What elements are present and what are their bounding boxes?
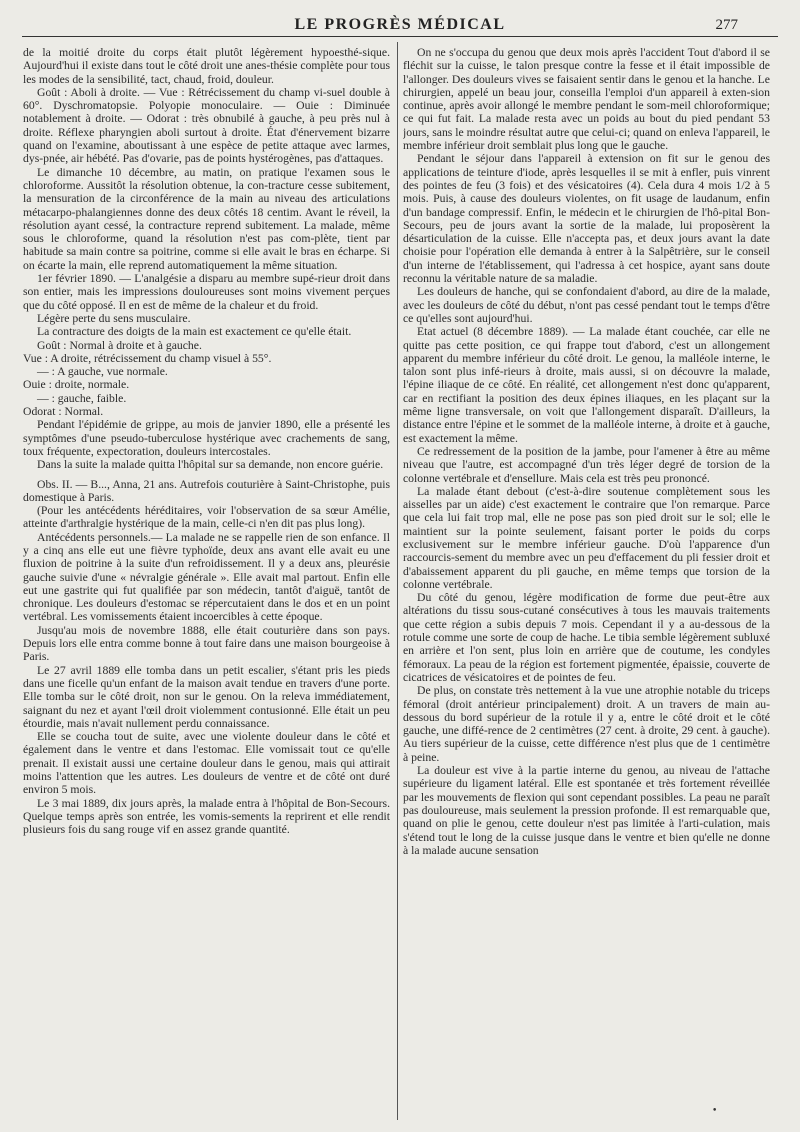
paragraph: Le 3 mai 1889, dix jours après, la malade entra à l'hôpital de Bon-Secours. Quelque temps après son entrée, les vomis-sements la reprirent et elle rendit plusieurs fois du sang rouge vif en assez grande quantité. [23, 796, 390, 837]
paragraph: Odorat : Normal. [23, 405, 104, 419]
paragraph: Pendant l'épidémie de grippe, au mois de janvier 1890, elle a présenté les symptômes d'une pseudo-tuberculose hystérique avec crachements de sang, toux fréquente, expectoration, douleurs intercostales. [23, 418, 390, 458]
paragraph: Le dimanche 10 décembre, au matin, on pratique l'examen sous le chloroforme. Aussitôt la résolution obtenue, la con-tracture cesse subitement, la mensuration de la circonférence de la main au niveau des articulations métacarpo-phalangiennes donne des deux côtés 18 centim. Avant le réveil, la résolution ayant cessé, la contracture reprend subitement. La malade, même sous le chloroforme, quand la résolution n'est pas com-plète, tient par habitude sa main contre sa poitrine, comme si elle avait le bras en écharpe. Si on écarte la main, elle reprend automatiquement la même situation. [23, 165, 390, 272]
paragraph: Les douleurs de hanche, qui se confondaient d'abord, au dire de la malade, avec les douleurs de côté du début, n'ont pas cessé pendant tout le temps d'être ce qu'elles sont aujourd'hui. [403, 285, 770, 325]
paragraph: Du côté du genou, légère modification de forme due peut-être aux altérations du tissu sous-cutané consécutives à tous les mauvais traitements que cette région a subis depuis 7 mois. Cependant il y a au-dessous de la rotule comme une sorte de coup de hache. Le tibia semble légèrement subluxé en arrière et l'on sent, plus loin en arrière que de coutume, les condyles fémoraux. La peau de la région est fortement pigmentée, épaissie, couverte de cicatrices de vésicatoires et de pointes de feu. [403, 591, 770, 684]
paragraph: On ne s'occupa du genou que deux mois après l'accident Tout d'abord il se fléchit sur la cuisse, le talon presque contre la fesse et il était impossible de l'allonger. Des douleurs vives se faisaient sentir dans le genou et la hanche. Le chirurgien, appelé un beau jour, conseilla l'emploi d'un appareil à exten-sion continue, après avoir allongé le membre pendant le som-meil chloroformique; ce qui fut fait. La malade resta avec un poids au bout du pied pendant 53 jours, sans le moindre résultat autre que celui-ci; quand on enleva l'appareil, le membre inférieur droit semblait plus long que le gauche. [403, 46, 770, 153]
paragraph: Dans la suite la malade quitta l'hôpital sur sa demande, non encore guérie. [37, 458, 384, 472]
paragraph: Ce redressement de la position de la jambe, pour l'amener à être au même niveau que l'autre, est accompagné d'un très léger degré de torsion de la colonne vertébrale et d'ensellure. Mais cela est très peu prononcé. [403, 444, 770, 485]
paragraph: Jusqu'au mois de novembre 1888, elle était couturière dans son pays. Depuis lors elle entra comme bonne à tout faire dans une maison bourgeoise à Paris. [23, 623, 390, 664]
paragraph: — : gauche, faible. [37, 391, 127, 405]
column-divider [397, 42, 398, 1120]
paragraph: Etat actuel (8 décembre 1889). — La malade étant couchée, car elle ne quitte pas cette position, ce qui frappe tout d'abord, c'est un allongement apparent du membre inférieur du côté droit. Le genou, la malléole interne, le talon sont plus infé-rieurs à droite, mais aussi, si on découvre la malade, l'épine iliaque de ce côté. En réalité, cet allongement n'est donc qu'apparent, car en rectifiant la position des deux épines iliaques, en les plaçant sur la même ligne transversale, on voit que l'allongement disparaît. D'ailleurs, la distance entre l'épine et le sommet de la malléole interne, à droite et à gauche, est exactement la même. [403, 325, 770, 445]
paragraph: Antécédents personnels.— La malade ne se rappelle rien de son enfance. Il y a cinq ans elle eut une fièvre typhoïde, deux ans avant elle avait eu une fluxion de poitrine à la suite d'un refroidissement. Il y a deux ans, pleurésie gauche suivie d'une « névralgie générale ». Elle avait mal partout. Enfin elle eut une gastrite qui fut qualifiée par son médecin, tantôt d'aiguë, tantôt de chronique. Les douleurs d'estomac se répercutaient dans le dos et en un point vertébral. Les vomissements étaient incoercibles à cette époque. [23, 530, 390, 624]
paragraph: (Pour les antécédents héréditaires, voir l'observation de sa sœur Amélie, atteinte d'arthralgie hystérique de la main, celle-ci n'en dit pas plus long). [23, 504, 390, 531]
paragraph: 1er février 1890. — L'analgésie a disparu au membre supé-rieur droit dans son entier, mais les impressions douloureuses sont moins vivement perçues que du côté opposé. Il en est de même de la chaleur et du froid. [23, 272, 390, 312]
paragraph: Ouie : droite, normale. [23, 378, 130, 392]
paragraph: La contracture des doigts de la main est exactement ce qu'elle était. [37, 325, 352, 339]
paragraph: La douleur est vive à la partie interne du genou, au niveau de l'attache supérieure du ligament latéral. Elle est spontanée et très fortement réveillée par les mouvements de flexion qui sont cependant possibles. La peau ne paraît pas douloureuse, mais seulement la pression profonde. Il est remarquable que, quand on plie le genou, cette douleur n'est pas limitée à l'arti-culation, mais s'étend tout le long de la cuisse jusque dans le ventre et bien qu'elle ne donne à la malade aucune sensation [403, 764, 770, 857]
paragraph: La malade étant debout (c'est-à-dire soutenue complètement sous les aisselles par un aide) c'est exactement le contraire que l'on remarque. Parce que cela lui fait trop mal, elle ne pose pas son pied droit sur le sol; elle le maintient sur la pointe seulement, faisant porter le poids du corps exclusivement sur le membre inférieur gauche. D'où l'apparence d'un raccourcis-sement du membre avec un peu d'effacement du pli fessier droit et d'abaissement apparent du pli gauche, en même temps que torsion de la colonne vertébrale. [403, 484, 770, 591]
left-column [23, 46, 390, 1120]
paragraph: — : A gauche, vue normale. [37, 365, 168, 379]
paragraph: Vue : A droite, rétrécissement du champ visuel à 55°. [23, 351, 272, 365]
paragraph: Goût : Aboli à droite. — Vue : Rétrécissement du champ vi-suel double à 60°. Dyschromatopsie. Polyopie monoculaire. — Ouie : Diminuée notablement à droite. — Odorat : très obnubilé à gauche, à peu près nul à droite. Réflexe pharyngien aboli surtout à droite. État d'énervement bizarre quand on l'examine, aboutissant à une espèce de petite attaque avec larmes, dys-pnée, air hébété. Pas d'ovarie, pas de points hystérogènes, pas d'attaques. [23, 85, 390, 166]
paragraph: Légère perte du sens musculaire. [37, 311, 191, 325]
observation-heading: Obs. II. — B..., Anna, 21 ans. Autrefois couturière à Saint-Christophe, puis domestique à Paris. [23, 477, 390, 504]
page-number: 277 [715, 17, 738, 33]
right-column [403, 46, 770, 1120]
paragraph: Goût : Normal à droite et à gauche. [37, 338, 202, 352]
footnote-mark: • [712, 1106, 718, 1116]
paragraph: Elle se coucha tout de suite, avec une violente douleur dans le côté et également dans le ventre et dans l'estomac. Elle vomissait tout ce qu'elle prenait. Il existait aussi une certaine douleur dans le genou, mais qui attirait moins l'attention que les autres. Les douleurs de ventre et de côté ont duré environ 5 mois. [23, 730, 390, 797]
paragraph: De plus, on constate très nettement à la vue une atrophie notable du triceps fémoral (droit antérieur principalement) droit. A un travers de main au-dessous du bord supérieur de la rotule il y a, entre le côté droit et le côté gauche, une diffé-rence de 2 centimètres (27 cent. à droite, 29 cent. à gauche). Au tiers supérieur de la cuisse, cette différence n'est plus que de 1 centimètre à peine. [403, 684, 770, 764]
paragraph: Pendant le séjour dans l'appareil à extension on fit sur le genou des applications de teinture d'iode, après lesquelles il se mit à enfler, puis vinrent des pointes de feu (3 fois) et des vésicatoires (4). Cela dura 4 mois 1/2 à 5 mois. Puis, à cause des douleurs violentes, on fit usage de laudanum, enfin d'un bandage compressif. Enfin, le médecin et le chirurgien de l'hô-pital Bon-Secours, peu de jours avant la sortie de la malade, lui proposèrent la désarticulation de la cuisse. Elle n'accepta pas, et deux jours avant la date choisie pour l'opération elle demanda à entrer à la Salpêtrière, sur le conseil d'un interne de l'établissement, qui l'adressa à cet hospice, ayant sans doute reconnu la véritable nature de sa maladie. [403, 152, 770, 286]
running-header [22, 16, 778, 37]
paragraph: de la moitié droite du corps était plutôt légèrement hypoesthé-sique. Aujourd'hui il existe dans tout le côté droit une anes-thésie complète pour tous les modes de la sensibilité, tact, chaud, froid, douleur. [23, 46, 390, 86]
paragraph: Le 27 avril 1889 elle tomba dans un petit escalier, s'étant pris les pieds dans une ficelle qu'un enfant de la maison avait tendue en travers d'une porte. Elle tomba sur le côté droit, non sur le genou. On la releva immédiatement, saignant du nez et ayant l'œil droit violemment contusionné. Elle était un peu étourdie, mais n'avait nullement perdu connaissance. [23, 663, 390, 730]
journal-title: LE PROGRÈS MÉDICAL [294, 16, 506, 33]
